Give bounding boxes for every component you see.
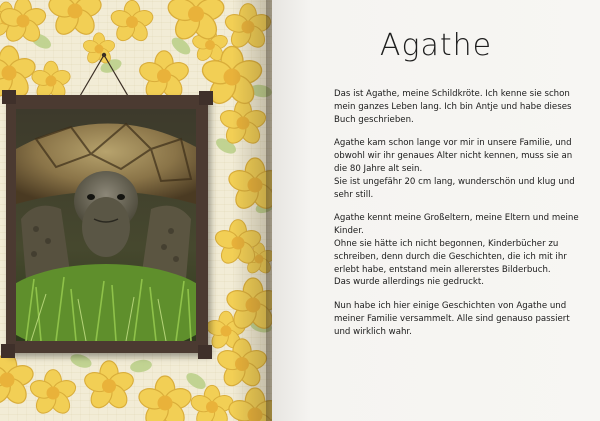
text-line: die 80 Jahre alt sein.: [334, 163, 423, 174]
flower-icon: [223, 275, 272, 335]
paragraph: [334, 88, 574, 126]
text-line: erlebt habe, entstand mein allererstes Bilderbuch.: [334, 264, 551, 275]
text-line: Agathe kam schon lange vor mir in unsere Familie, und: [334, 138, 572, 149]
flower-icon: [225, 155, 272, 215]
flower-icon: [212, 217, 264, 269]
text-line: Buch geschrieben.: [334, 114, 414, 125]
flower-icon: [225, 385, 272, 421]
body-text: [334, 88, 579, 350]
paragraph: [334, 212, 579, 289]
text-line: meiner Familie versammelt. Alle sind genauso passiert: [334, 313, 570, 324]
flower-icon: [0, 350, 37, 410]
text-line: Nun habe ich hier einige Geschichten von Agathe und: [334, 301, 567, 312]
text-line: Ohne sie hätte ich nicht begonnen, Kinderbücher zu: [334, 238, 559, 249]
text-line: Kinder.: [334, 226, 364, 237]
page-title: Agathe: [379, 28, 493, 63]
tortoise-photo: [16, 109, 196, 341]
flower-icon: [81, 358, 137, 414]
left-page-wallpaper: [0, 0, 272, 421]
text-line: Sie ist ungefähr 20 cm lang, wunderschön und klug und: [334, 176, 575, 187]
paragraph: [334, 300, 574, 338]
picture-frame: [6, 95, 208, 353]
text-line: obwohl wir ihr genaues Alter nicht kennen, muss sie an: [334, 151, 573, 162]
text-line: sehr still.: [334, 189, 374, 200]
text-line: schreiben, denn durch die Geschichten, die ich mit ihr: [334, 251, 567, 262]
text-line: Agathe kennt meine Großeltern, meine Eltern und meine: [334, 213, 579, 224]
text-line: Das ist Agathe, meine Schildkröte. Ich kenne sie schon: [334, 89, 570, 99]
paragraph: [334, 137, 574, 201]
text-line: und wirklich wahr.: [334, 326, 412, 337]
text-line: mein ganzes Leben lang. Ich bin Antje und habe dieses: [334, 101, 572, 112]
flower-icon: [135, 373, 195, 421]
flower-icon: [214, 336, 270, 392]
text-line: Das wurde allerdings nie gedruckt.: [334, 277, 484, 288]
